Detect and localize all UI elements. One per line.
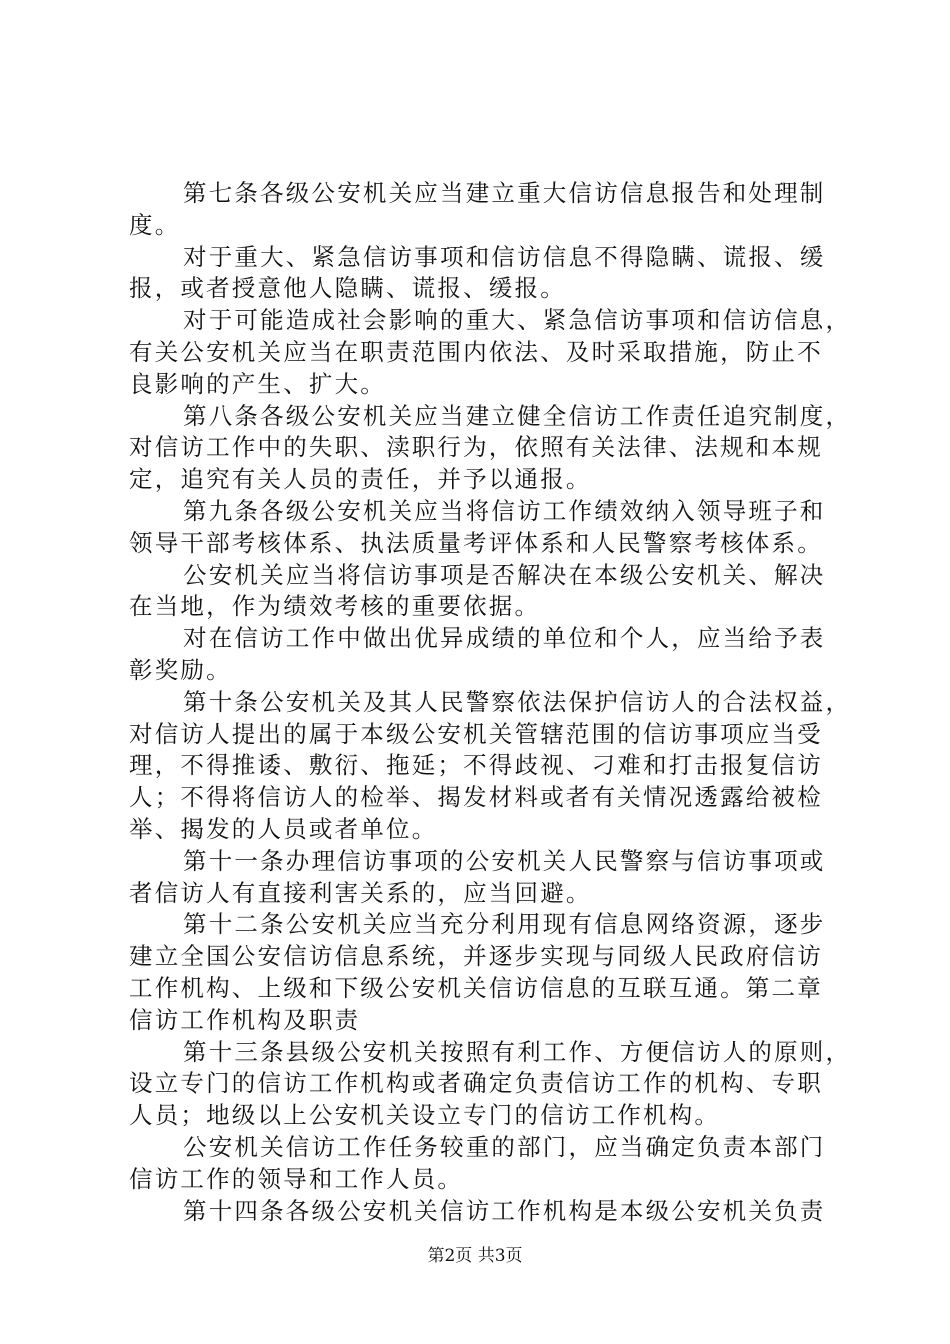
text-line: 公安机关应当将信访事项是否解决在本级公安机关、解决 (183, 560, 826, 589)
text-line: 领导干部考核体系、执法质量考评体系和人民警察考核体系。 (129, 528, 823, 557)
text-line: 第十三条县级公安机关按照有利工作、方便信访人的原则， (183, 1037, 852, 1066)
document-body (129, 178, 852, 1227)
text-line: 信访工作机构及职责 (129, 1005, 361, 1034)
text-line: 对于重大、紧急信访事项和信访信息不得隐瞒、谎报、缓 (183, 242, 826, 271)
text-line: 举、揭发的人员或者单位。 (129, 814, 438, 843)
page-footer: 第2页 共3页 (427, 1246, 523, 1266)
text-line: 第十一条办理信访事项的公安机关人民警察与信访事项或 (183, 846, 826, 875)
text-line: 有关公安机关应当在职责范围内依法、及时采取措施，防止不 (129, 337, 823, 366)
text-line: 者信访人有直接利害关系的，应当回避。 (129, 878, 592, 907)
text-line: 第十四条各级公安机关信访工作机构是本级公安机关负责 (183, 1196, 826, 1225)
text-line: 第十条公安机关及其人民警察依法保护信访人的合法权益， (183, 687, 852, 716)
text-line: 第八条各级公安机关应当建立健全信访工作责任追究制度， (183, 401, 852, 430)
text-line: 彰奖励。 (129, 655, 232, 684)
text-line: 公安机关信访工作任务较重的部门，应当确定负责本部门 (183, 1132, 826, 1161)
text-line: 人；不得将信访人的检举、揭发材料或者有关情况透露给被检 (129, 783, 823, 812)
text-line: 报，或者授意他人隐瞒、谎报、缓报。 (129, 274, 566, 303)
text-line: 在当地，作为绩效考核的重要依据。 (129, 592, 541, 621)
text-line: 第十二条公安机关应当充分利用现有信息网络资源，逐步 (183, 910, 826, 939)
text-line: 建立全国公安信访信息系统，并逐步实现与同级人民政府信访 (129, 942, 823, 971)
text-line: 定，追究有关人员的责任，并予以通报。 (129, 465, 592, 494)
text-line: 良影响的产生、扩大。 (129, 369, 386, 398)
text-line: 度。 (129, 210, 181, 239)
text-line: 对于可能造成社会影响的重大、紧急信访事项和信访信息， (183, 306, 852, 335)
text-line: 理，不得推诿、敷衍、拖延；不得歧视、刁难和打击报复信访 (129, 751, 823, 780)
text-line: 对在信访工作中做出优异成绩的单位和个人，应当给予表 (183, 624, 826, 653)
text-line: 对信访工作中的失职、渎职行为，依照有关法律、法规和本规 (129, 433, 823, 462)
text-line: 第七条各级公安机关应当建立重大信访信息报告和处理制 (183, 179, 826, 207)
text-line: 工作机构、上级和下级公安机关信访信息的互联互通。第二章 (129, 973, 823, 1002)
text-line: 第九条各级公安机关应当将信访工作绩效纳入领导班子和 (183, 496, 826, 525)
text-line: 人员；地级以上公安机关设立专门的信访工作机构。 (129, 1101, 721, 1130)
text-line: 信访工作的领导和工作人员。 (129, 1164, 464, 1193)
text-line: 设立专门的信访工作机构或者确定负责信访工作的机构、专职 (129, 1069, 823, 1098)
text-line: 对信访人提出的属于本级公安机关管辖范围的信访事项应当受 (129, 719, 823, 748)
